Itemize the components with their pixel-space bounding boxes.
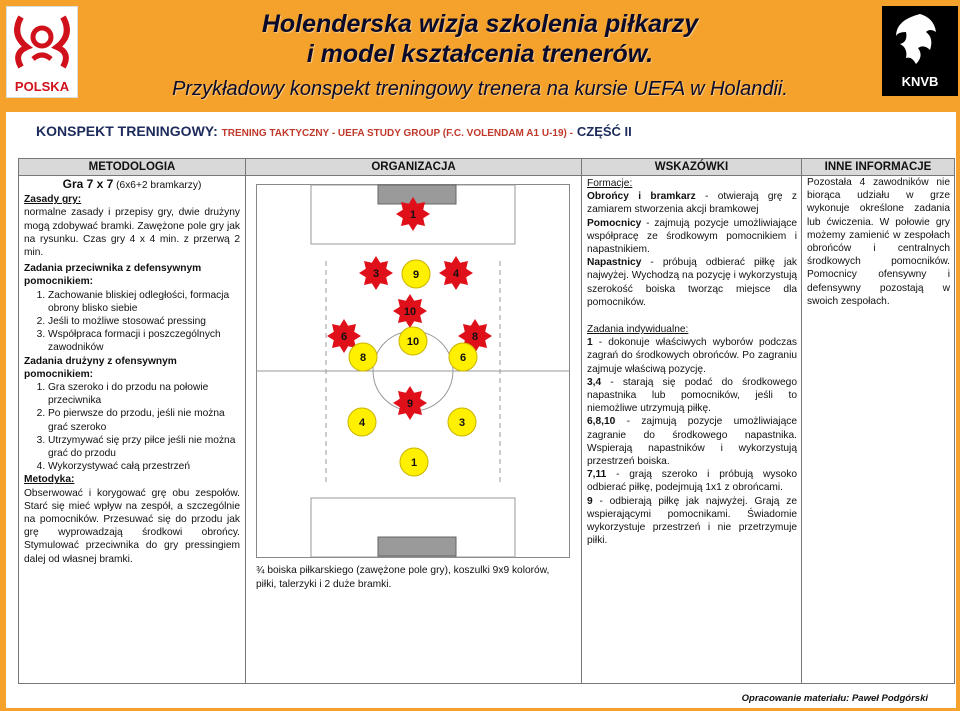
yellow-player-marker xyxy=(348,408,376,436)
rules-text: normalne zasady i przepisy gry, dwie drużyny mogą zdobywać bramki. Zawężone pole gry jak na rysunku. Czas gry 4 x 4 min. z przerwą 2 min. xyxy=(24,207,240,259)
offensive-task-item: 2. Po pierwsze do przodu, jeśli nie można grać szeroko xyxy=(48,407,240,433)
document-title-main: KONSPEKT TRENINGOWY: xyxy=(36,123,218,139)
yellow-player-number: 10 xyxy=(406,336,420,348)
red-player-number: 8 xyxy=(471,331,479,343)
training-document xyxy=(6,112,956,708)
pitch-diagram xyxy=(256,184,570,558)
task-number: 9 xyxy=(587,495,593,507)
knvb-logo-text: KNVB xyxy=(901,74,939,89)
yellow-player-marker xyxy=(449,343,477,371)
polska-logo xyxy=(6,6,78,98)
yellow-player-marker xyxy=(399,327,427,355)
red-player-number: 1 xyxy=(409,209,417,221)
wskazowki-cell xyxy=(587,176,797,547)
individual-tasks-heading: Zadania indywidualne: xyxy=(587,324,689,336)
method-heading: Metodyka: xyxy=(24,474,75,486)
red-player-marker xyxy=(393,294,427,328)
red-player-marker xyxy=(396,197,430,231)
formations-heading: Formacje: xyxy=(587,178,633,189)
method-text: Obserwować i korygować grę obu zespołów. Starć się mieć wpływ na zespół, a szczególnie na pomocników. Przesuwać się do przodu jak grę wyprowadzają środkowi obrońcy. Stymulować przeciwnika do gry pressingiem dalej od własnej bramki. xyxy=(24,487,240,565)
yellow-player-marker xyxy=(402,260,430,288)
column-header-wskazowki: WSKAZÓWKI xyxy=(582,159,801,176)
offensive-tasks-heading: Zadania drużyny z ofensywnym pomocnikiem: xyxy=(24,355,177,380)
defenders-text: - otwierają grę z zamiarem stworzenia akcji bramkowej xyxy=(587,191,797,216)
red-player-number: 9 xyxy=(406,398,414,410)
defensive-task-item: 3. Współpraca formacji i poszczególnych zawodników xyxy=(48,328,240,354)
red-player-number: 10 xyxy=(403,306,417,318)
title-line-3: Przykładowy konspekt treningowy trenera na kursie UEFA w Holandii. xyxy=(172,78,788,100)
red-player-marker xyxy=(439,256,473,290)
midfielders-text: - zajmują pozycje umożliwiające współpracę ze środkowym pomocnikiem i napastnikiem. xyxy=(587,217,797,256)
plan-table xyxy=(18,158,955,684)
red-player-marker xyxy=(393,386,427,420)
metodologia-cell xyxy=(24,176,240,566)
red-player-number: 4 xyxy=(452,268,460,280)
column-header-metodologia: METODOLOGIA xyxy=(19,159,245,176)
document-subtitle: TRENING TAKTYCZNY - UEFA STUDY GROUP (F.C. VOLENDAM A1 U-19) - xyxy=(221,128,573,139)
defensive-tasks-heading: Zadania przeciwnika z defensywnym pomocnikiem: xyxy=(24,263,202,288)
task-text: - dokonuje właściwych wyborów podczas zagrań do środkowych obrońców. Po zagraniu zajmuje właściwą pozycję. xyxy=(587,337,797,375)
offensive-task-item: 3. Utrzymywać się przy piłce jeśli nie można grać do przodu xyxy=(48,434,240,460)
document-part: CZĘŚĆ II xyxy=(576,124,632,139)
rules-heading: Zasady gry: xyxy=(24,194,82,206)
title-line-2: i model kształcenia trenerów. xyxy=(306,40,654,68)
yellow-player-number: 3 xyxy=(458,417,466,429)
task-number: 1 xyxy=(587,337,593,349)
task-number: 3,4 xyxy=(587,376,602,388)
inne-informacje-cell xyxy=(807,176,950,308)
red-player-number: 6 xyxy=(340,331,348,343)
red-player-marker xyxy=(359,256,393,290)
column-header-organizacja: ORGANIZACJA xyxy=(246,159,581,176)
task-number: 6,8,10 xyxy=(587,416,616,428)
game-subtitle: (6x6+2 bramkarzy) xyxy=(116,180,202,191)
other-info-text: Pozostała 4 zawodników nie biorąca udziału w grze wykonuje określone zadania lub ćwiczenia. W połowie gry możemy zamienić w zespołach obrońców i centralnych środkowych pomocników. Pomocnicy ofensywny i defensywny pozostają w swoich zespołach. xyxy=(807,177,950,307)
game-title: Gra 7 x 7 xyxy=(62,177,114,191)
knvb-logo xyxy=(882,6,958,96)
yellow-player-marker xyxy=(400,448,428,476)
defenders-label: Obrońcy i bramkarz xyxy=(587,191,696,203)
organization-note: ¾ boiska piłkarskiego (zawężone pole gry), koszulki 9x9 kolorów, piłki, talerzyki i 2 duże bramki. xyxy=(256,565,550,590)
yellow-player-number: 1 xyxy=(410,457,418,469)
title-line-1: Holenderska wizja szkolenia piłkarzy xyxy=(261,10,699,38)
yellow-player-number: 4 xyxy=(358,417,366,429)
yellow-player-marker xyxy=(349,343,377,371)
yellow-player-number: 6 xyxy=(459,352,467,364)
offensive-task-item: 4. Wykorzystywać całą przestrzeń xyxy=(48,460,240,473)
task-number: 7,11 xyxy=(587,469,607,481)
column-header-inne: INNE INFORMACJE xyxy=(802,159,954,176)
forwards-label: Napastnicy xyxy=(587,257,642,269)
defensive-task-item: 1. Zachowanie bliskiej odległości, formacja obrony blisko siebie xyxy=(48,289,240,315)
footer-credit: Opracowanie materiału: Paweł Podgórski xyxy=(741,693,928,704)
header xyxy=(0,0,960,108)
document-title xyxy=(36,123,632,139)
polska-logo-text: POLSKA xyxy=(14,79,70,94)
defensive-task-item: 2. Jeśli to możliwe stosować pressing xyxy=(48,315,240,328)
red-player-number: 3 xyxy=(372,268,380,280)
task-text: - grają szeroko i próbują wysoko odbierać piłkę, podejmują 1x1 z obrońcami. xyxy=(587,469,797,494)
midfielders-label: Pomocnicy xyxy=(587,217,642,229)
task-text: - zajmują pozycje umożliwiające zagranie do środkowego napastnika. Wspierają napastników i wykorzystują przestrzeń boiska. xyxy=(587,416,797,468)
task-text: - starają się podać do środkowego napastnika lub pomocników, jeśli to niemożliwe utrzymują piłkę. xyxy=(587,376,797,415)
yellow-player-marker xyxy=(448,408,476,436)
yellow-player-number: 8 xyxy=(359,352,367,364)
offensive-task-item: 1. Gra szeroko i do przodu na połowie przeciwnika xyxy=(48,381,240,407)
forwards-text: - próbują odbierać piłkę jak najwyżej. Wychodzą na pozycję i wykorzystują szerokość boiska tworząc miejsce dla pomocników. xyxy=(587,257,797,308)
yellow-player-number: 9 xyxy=(412,269,420,281)
task-text: - odbierają piłkę jak najwyżej. Grają ze wspierającymi pomocnikami. Świadomie wykorzystuje przestrzeń i nie przetrzymuje piłki. xyxy=(587,495,797,547)
